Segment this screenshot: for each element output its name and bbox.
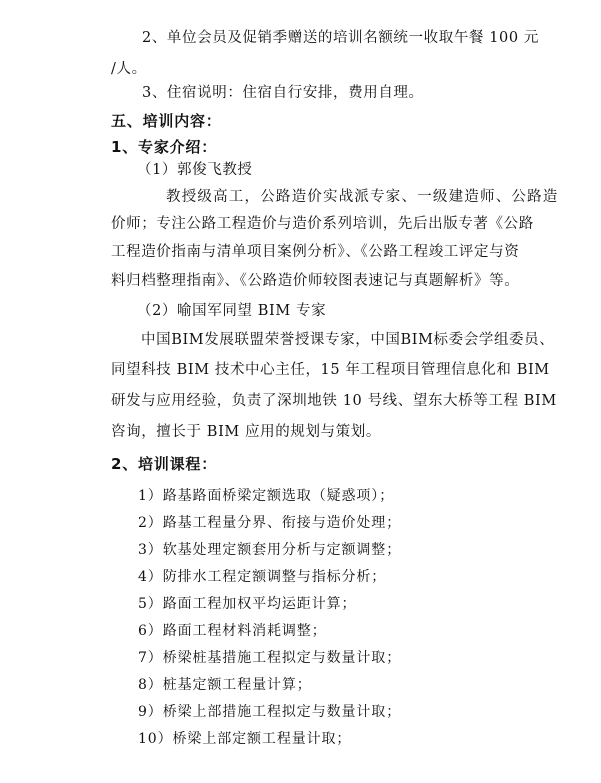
note-2-line-1: 2、单位会员及促销季赠送的培训名额统一收取午餐 100 元 (142, 30, 540, 46)
expert-2-bio-line: 同望科技 BIM 技术中心主任，15 年工程项目管理信息化和 BIM (111, 362, 550, 378)
section-title: 五、培训内容： (111, 112, 222, 130)
expert-2-name: （2）喻国军同望 BIM 专家 (137, 303, 327, 319)
expert-1-name: （1）郭俊飞教授 (137, 162, 253, 178)
expert-1-bio-line: 价师；专注公路工程造价与造价系列培训，先后出版专著《公路 (111, 216, 534, 232)
course-item: 10）桥梁上部定额工程量计取； (138, 731, 352, 747)
course-item: 3）软基处理定额套用分析与定额调整； (138, 542, 402, 558)
note-2-line-2: /人。 (111, 61, 147, 77)
note-3: 3、住宿说明：住宿自行安排，费用自理。 (142, 85, 424, 101)
expert-2-bio-line: 中国BIM发展联盟荣誉授课专家，中国BIM标委会学组委员、 (141, 332, 555, 348)
course-item: 9）桥梁上部措施工程拟定与数量计取； (138, 704, 402, 720)
course-item: 4）防排水工程定额调整与指标分析； (138, 569, 387, 585)
course-item: 1）路基路面桥梁定额选取（疑惑项）； (138, 488, 395, 504)
expert-1-bio-line: 工程造价指南与清单项目案例分析》、《公路工程竣工评定与资 (111, 244, 520, 260)
expert-1-bio-line: 教授级高工，公路造价实战派专家、一级建造师、公路造 (166, 189, 559, 205)
course-item: 7）桥梁桩基措施工程拟定与数量计取； (138, 650, 402, 666)
subsection-expert-intro: 1、专家介绍： (111, 138, 218, 156)
expert-2-bio-line: 研发与应用经验，负责了深圳地铁 10 号线、望东大桥等工程 BIM (111, 393, 557, 409)
course-item: 2）路基工程量分界、衔接与造价处理； (138, 515, 402, 531)
course-item: 5）路面工程加权平均运距计算； (138, 596, 357, 612)
subsection-courses: 2、培训课程： (111, 455, 218, 473)
course-item: 6）路面工程材料消耗调整； (138, 623, 327, 639)
expert-1-bio-line: 料归档整理指南》、《公路造价师较图表速记与真题解析》等。 (111, 273, 520, 289)
expert-2-bio-line: 咨询，擅长于 BIM 应用的规划与策划。 (111, 424, 381, 440)
course-item: 8）桩基定额工程量计算； (138, 677, 312, 693)
